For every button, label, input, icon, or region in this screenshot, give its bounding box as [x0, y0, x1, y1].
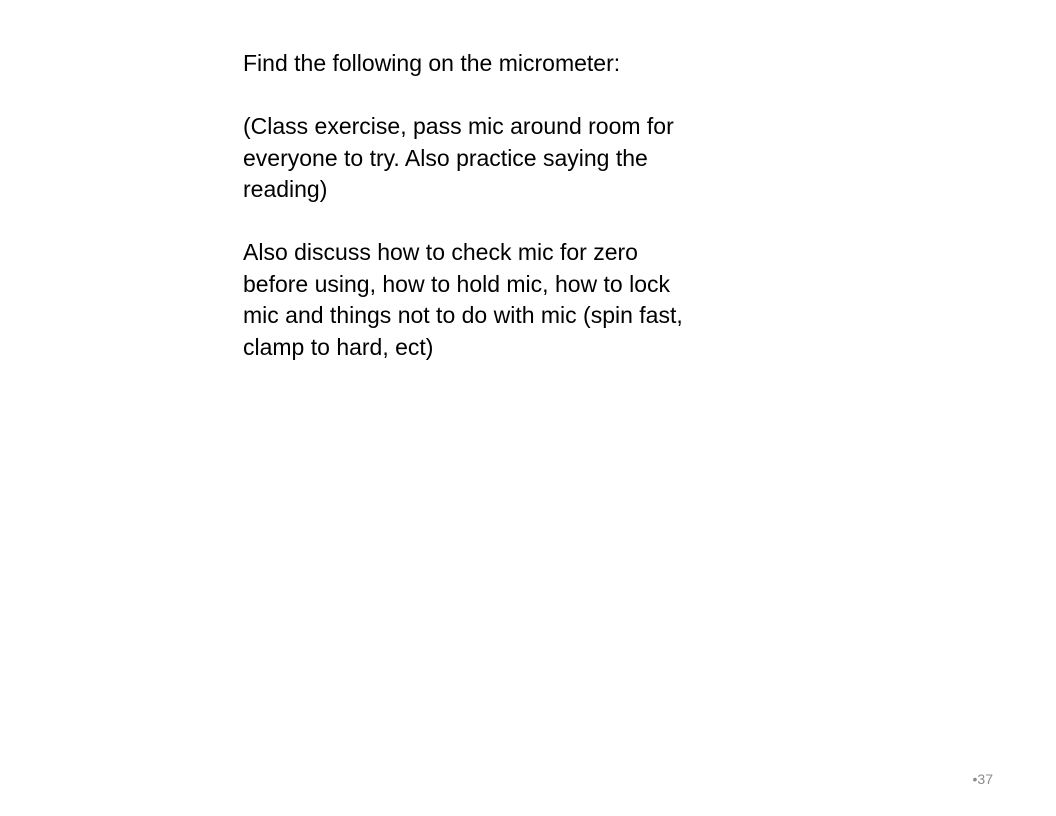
- notes-line: Find the following on the micrometer:: [243, 50, 621, 76]
- notes-paragraph: [243, 111, 783, 206]
- notes-paragraph: [243, 48, 783, 80]
- notes-line: (Class exercise, pass mic around room for: [243, 113, 674, 139]
- notes-line: mic and things not to do with mic (spin fast,: [243, 302, 683, 328]
- notes-line: before using, how to hold mic, how to lock: [243, 270, 671, 297]
- notes-line: clamp to hard, ect): [243, 333, 434, 360]
- speaker-notes: [243, 48, 783, 395]
- notes-line: reading): [243, 176, 328, 202]
- notes-paragraph: [243, 237, 783, 363]
- notes-line: everyone to try. Also practice saying the: [243, 144, 648, 171]
- notes-line: Also discuss how to check mic for zero: [243, 239, 638, 265]
- page-number: •37: [972, 771, 993, 787]
